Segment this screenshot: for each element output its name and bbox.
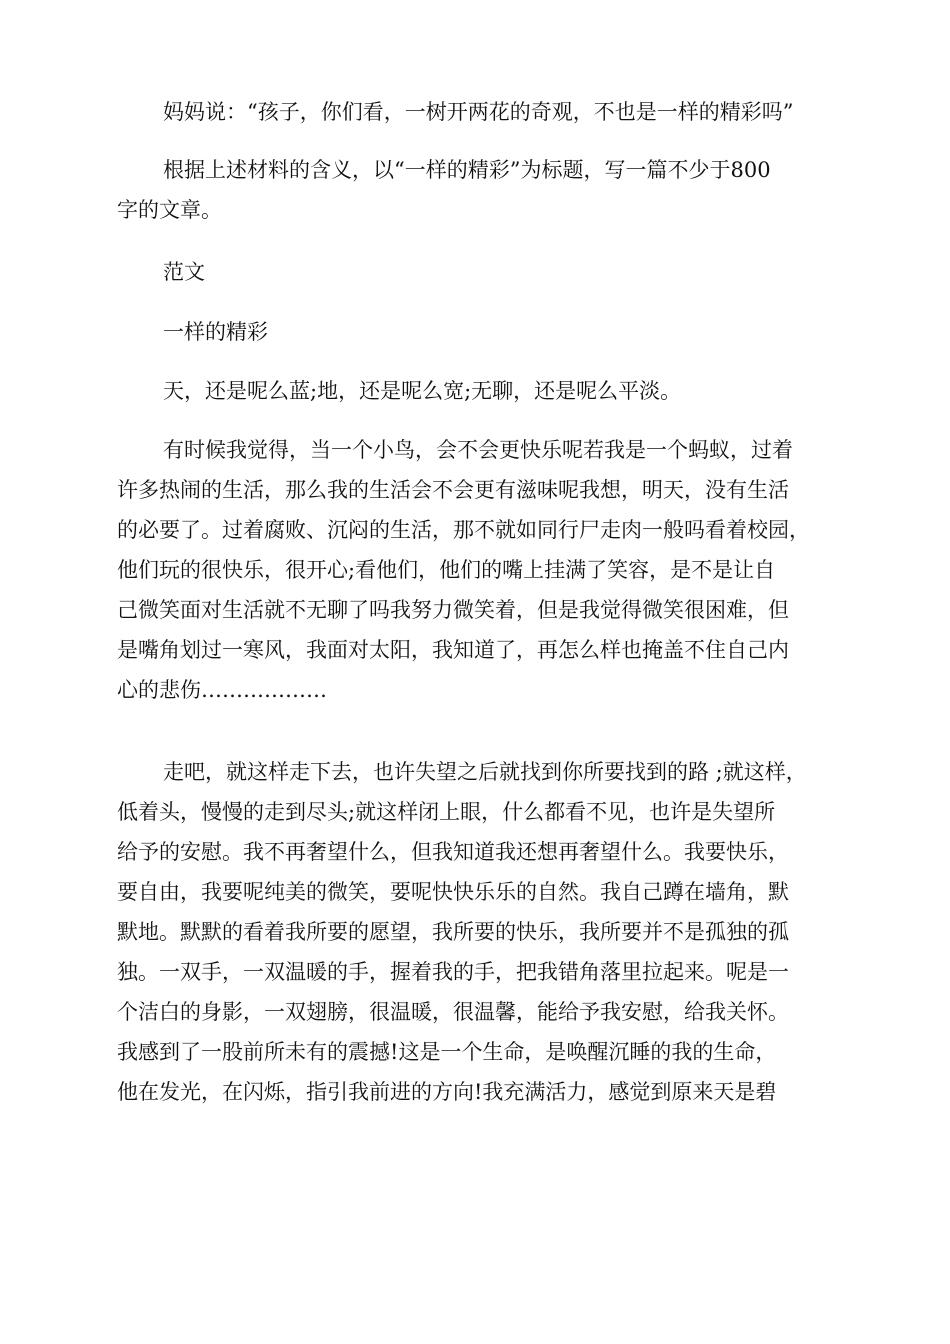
text-line: 我感到了一股前所未有的震撼!这是一个生命，是唤醒沉睡的我的生命， bbox=[117, 1040, 777, 1064]
text-line: 己微笑面对生活就不无聊了吗我努力微笑着，但是我觉得微笑很困难，但 bbox=[117, 598, 789, 622]
sample-essay-label bbox=[117, 252, 837, 292]
essay-title bbox=[117, 312, 837, 352]
essay-paragraph-1 bbox=[117, 371, 837, 411]
essay-paragraph-2 bbox=[117, 430, 837, 710]
text-line: 根据上述材料的含义，以“一样的精彩”为标题，写一篇不少于800 bbox=[163, 158, 771, 182]
text-line: 妈妈说：“孩子，你们看，一树开两花的奇观，不也是一样的精彩吗” bbox=[163, 100, 794, 124]
text-line: 要自由，我要呢纯美的微笑，要呢快快乐乐的自然。我自己蹲在墙角，默 bbox=[117, 880, 789, 904]
text-line: 一样的精彩 bbox=[163, 320, 268, 344]
text-line: 走吧，就这样走下去，也许失望之后就找到你所要找到的路 ;就这样， bbox=[163, 760, 807, 784]
text-line: 天，还是呢么蓝;地，还是呢么宽;无聊，还是呢么平淡。 bbox=[163, 379, 682, 403]
instruction-paragraph bbox=[117, 150, 837, 230]
text-line: 的必要了。过着腐败、沉闷的生活，那不就如同行尸走肉一般吗看着校园， bbox=[117, 518, 810, 542]
text-line: 许多热闹的生活，那么我的生活会不会更有滋味呢我想，明天，没有生活 bbox=[117, 478, 789, 502]
text-line: 是嘴角划过一寒风，我面对太阳，我知道了，再怎么样也掩盖不住自己内 bbox=[117, 638, 789, 662]
text-line: 心的悲伤……………… bbox=[117, 678, 327, 702]
text-line: 范文 bbox=[163, 260, 205, 284]
essay-paragraph-3 bbox=[117, 752, 837, 1112]
text-line: 默地。默默的看着我所要的愿望，我所要的快乐，我所要并不是孤独的孤 bbox=[117, 920, 789, 944]
text-line: 他们玩的很快乐，很开心;看他们，他们的嘴上挂满了笑容，是不是让自 bbox=[117, 558, 776, 582]
text-line: 给予的安慰。我不再奢望什么，但我知道我还想再奢望什么。我要快乐， bbox=[117, 840, 789, 864]
text-line: 低着头，慢慢的走到尽头;就这样闭上眼，什么都看不见，也许是失望所 bbox=[117, 800, 776, 824]
text-line: 他在发光，在闪烁，指引我前进的方向!我充满活力，感觉到原来天是碧 bbox=[117, 1080, 777, 1104]
text-line: 个洁白的身影，一双翅膀，很温暖，很温馨，能给予我安慰，给我关怀。 bbox=[117, 1000, 789, 1024]
text-line: 有时候我觉得，当一个小鸟，会不会更快乐呢若我是一个蚂蚁，过着 bbox=[163, 438, 793, 462]
prompt-quote-paragraph bbox=[117, 92, 837, 132]
text-line: 字的文章。 bbox=[117, 198, 222, 222]
text-line: 独。一双手，一双温暖的手，握着我的手，把我错角落里拉起来。呢是一 bbox=[117, 960, 789, 984]
